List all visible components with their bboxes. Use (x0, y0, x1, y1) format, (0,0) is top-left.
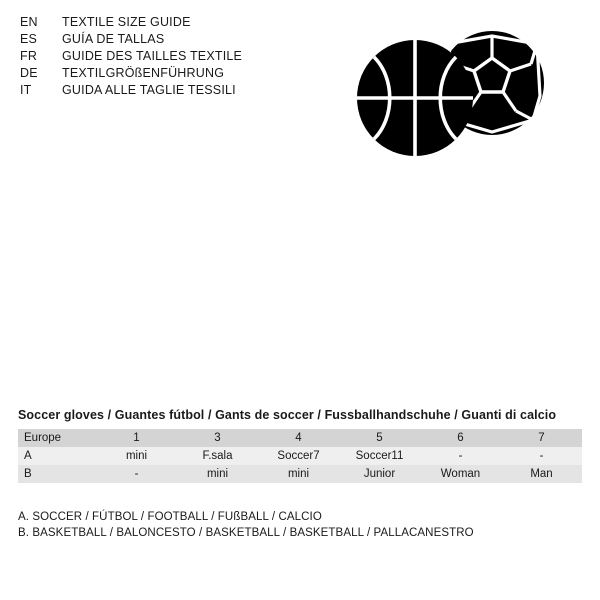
row-b-cell-6: Woman (440, 468, 481, 480)
row-b-cell-5: Junior (363, 468, 396, 480)
language-legend (20, 14, 340, 99)
footnote-a: A. SOCCER / FÚTBOL / FOOTBALL / FUßBALL / CALCIO (18, 511, 322, 523)
header-size-7: 7 (538, 432, 545, 444)
size-table-title: Soccer gloves / Guantes fútbol / Gants de soccer / Fussballhandschuhe / Guanti di calcio (18, 408, 557, 422)
legend-row-es (20, 31, 340, 48)
table-row (18, 447, 582, 465)
legend-code-it: IT (20, 83, 32, 97)
size-table (18, 429, 582, 483)
legend-code-en: EN (20, 15, 38, 29)
size-table-body (18, 447, 582, 483)
row-a-cell-1: mini (125, 450, 148, 462)
row-b-cell-1: - (134, 468, 139, 480)
legend-code-de: DE (20, 66, 38, 80)
legend-row-de (20, 65, 340, 82)
size-table-block (18, 408, 582, 483)
row-label-b: B (24, 468, 32, 480)
header-size-6: 6 (457, 432, 464, 444)
legend-text-es: GUÍA DE TALLAS (62, 32, 165, 46)
footnotes (18, 509, 578, 541)
header-europe: Europe (24, 432, 62, 444)
row-b-cell-7: Man (530, 468, 553, 480)
row-b-cell-3: mini (206, 468, 229, 480)
table-header-row (18, 429, 582, 447)
legend-row-fr (20, 48, 340, 65)
row-a-cell-5: Soccer11 (355, 450, 404, 462)
legend-row-en (20, 14, 340, 31)
header-size-3: 3 (214, 432, 221, 444)
legend-row-it (20, 82, 340, 99)
header-size-1: 1 (133, 432, 140, 444)
row-b-cell-4: mini (287, 468, 310, 480)
header-size-5: 5 (376, 432, 383, 444)
legend-text-fr: GUIDE DES TAILLES TEXTILE (62, 49, 243, 63)
legend-code-fr: FR (20, 49, 38, 63)
row-label-a: A (24, 450, 32, 462)
basketball-icon (357, 40, 473, 156)
size-table-head (18, 429, 582, 447)
row-a-cell-3: F.sala (202, 450, 233, 462)
header-size-4: 4 (295, 432, 302, 444)
legend-code-es: ES (20, 32, 38, 46)
footnote-b: B. BASKETBALL / BALONCESTO / BASKETBALL / BASKETBALL / PALLACANESTRO (18, 527, 474, 539)
row-a-cell-7: - (539, 450, 544, 462)
row-a-cell-4: Soccer7 (277, 450, 320, 462)
legend-text-en: TEXTILE SIZE GUIDE (62, 15, 191, 29)
row-a-cell-6: - (458, 450, 463, 462)
balls-illustration (355, 26, 565, 171)
table-row (18, 465, 582, 483)
legend-text-it: GUIDA ALLE TAGLIE TESSILI (62, 83, 236, 97)
legend-text-de: TEXTILGRÖßENFÜHRUNG (62, 66, 225, 80)
